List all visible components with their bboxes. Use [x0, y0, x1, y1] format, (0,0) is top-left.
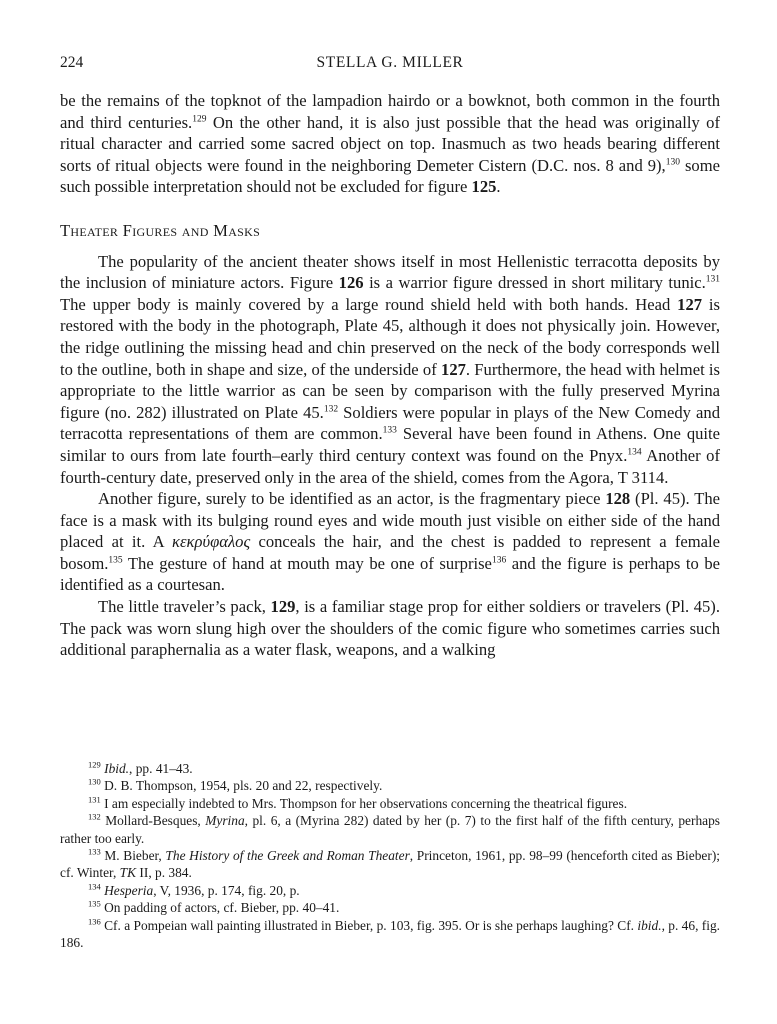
body-text: [60, 90, 720, 661]
footnote-134: $^{134}$ Hesperia, V, 1936, p. 174, fig. 20, p.: [88, 881, 300, 898]
section-heading: Theater Figures and Masks: [60, 220, 261, 240]
footnote-132: $^{132}$ Mollard-Besques, Myrina, pl. 6, a (Myrina 282) dated by her (p. 7) to the first half of the fifth century, perhaps rather too early.: [60, 811, 720, 846]
page-header: [60, 54, 720, 80]
footnote-129: $^{129}$ Ibid., pp. 41–43.: [88, 759, 193, 776]
footnote-130: $^{130}$ D. B. Thompson, 1954, pls. 20 and 22, respectively.: [88, 776, 383, 794]
paragraph-theater-actors: The popularity of the ancient theater shows itself in most Hellenistic terracotta deposits by the inclusion of miniature actors. Figure 126 is a warrior figure dressed in short military tunic.$^{131}$ The upper body is mainly covered by a large round shield held with both hands. Head 127 is restored with the body in the photograph, Plate 45, although it does not physically join. However, the ridge outlining the missing head and chin preserved on the neck of the body corresponds well to the outline, both in shape and size, of the underside of 127. Furthermore, the head with helmet is appropriate to the little warrior as can be seen by comparison with the fully preserved Myrina figure (no. 282) illustrated on Plate 45.$^{132}$ Soldiers were popular in plays of the New Comedy and terracotta representations of them are common.$^{133}$ Several have been found in Athens. One quite similar to ours from late fourth–early third century context was found on the Pnyx.$^{134}$ Another of fourth-century date, preserved only in the area of the shield, comes from the Agora, T 3114.: [60, 251, 721, 487]
footnote-ref-133[interactable]: 133: [382, 425, 397, 436]
footnotes: [60, 760, 720, 951]
footnote-131: $^{131}$ I am especially indebted to Mrs. Thompson for her observations concerning the theatrical figures.: [88, 794, 628, 811]
footnote-ref-130[interactable]: 130: [665, 157, 680, 168]
footnote-ref-131[interactable]: 131: [705, 274, 720, 285]
footnote-ref-134[interactable]: 134: [627, 447, 642, 458]
paragraph-continued: be the remains of the topknot of the lampadion hairdo or a bowknot, both common in the fourth and third centuries.$^{129}$ On the other hand, it is also just possible that the head was originally of ritual character and carried some sacred object on top. Inasmuch as two heads bearing different sorts of ritual objects were found in the neighboring Demeter Cistern (D.C. nos. 8 and 9),$^{130}$ some such possible interpretation should not be excluded for figure 125.: [60, 91, 721, 197]
footnote-ref-135[interactable]: 135: [108, 555, 123, 566]
page-number: 224: [60, 54, 84, 71]
footnote-ref-136[interactable]: 136: [491, 555, 507, 566]
footnote-136: $^{136}$ Cf. a Pompeian wall painting illustrated in Bieber, p. 103, fig. 395. Or is she perhaps laughing? Cf. ibid., p. 46, fig. 186.: [60, 916, 720, 951]
paragraph-mask-figure: Another figure, surely to be identified as an actor, is the fragmentary piece 128 (Pl. 45). The face is a mask with its bulging round eyes and wide mouth just visible on either side of the hand placed at it. A κεκρύφαλος conceals the hair, and the chest is padded to represent a female bosom.$^{135}$ The gesture of hand at mouth may be one of surprise$^{136}$ and the figure is perhaps to be identified as a courtesan.: [60, 489, 721, 595]
footnote-135: $^{135}$ On padding of actors, cf. Bieber, pp. 40–41.: [88, 898, 340, 916]
footnote-133: $^{133}$ M. Bieber, The History of the Greek and Roman Theater, Princeton, 1961, pp. 98–99 (henceforth cited as Bieber); cf. Winter, TK II, p. 384.: [60, 846, 720, 881]
running-head: STELLA G. MILLER: [316, 54, 464, 71]
footnote-ref-129[interactable]: 129: [192, 114, 207, 125]
paragraph-travelers-pack: The little traveler’s pack, 129, is a familiar stage prop for either soldiers or travelers (Pl. 45). The pack was worn slung high over the shoulders of the comic figure who sometimes carries such additional paraphernalia as a water flask, weapons, and a walking: [60, 597, 720, 660]
footnote-ref-132[interactable]: 132: [323, 404, 339, 415]
